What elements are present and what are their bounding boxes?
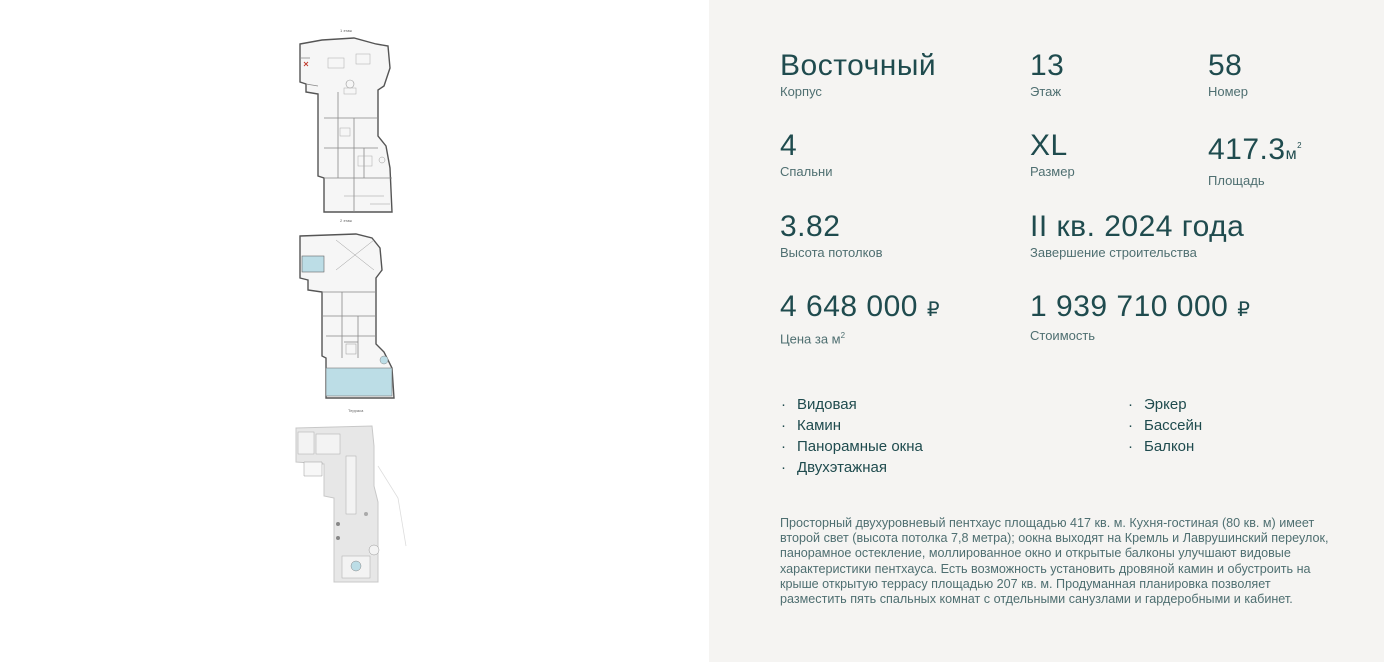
area-value: 417.3 [1208, 133, 1286, 166]
stat-number [1208, 49, 1248, 100]
feature-item: · Панорамные окна [780, 436, 923, 457]
ceiling-value: 3.82 [780, 210, 841, 243]
feature-item: · Двухэтажная [780, 457, 923, 478]
terrace-plan-label: Терраса [348, 408, 364, 413]
stat-completion [1030, 210, 1244, 261]
floor-plan-1[interactable] [294, 28, 398, 216]
stat-price-per-m [780, 290, 940, 347]
terrace-plan-drawing [294, 406, 408, 586]
bedrooms-label: Спальни [780, 164, 833, 179]
floor-plan-1-label: 1 этаж [340, 28, 352, 33]
total-price-label: Стоимость [1030, 328, 1096, 343]
stat-building [780, 49, 936, 100]
area-unit-superscript: 2 [1297, 141, 1303, 150]
floor-plan-2-drawing [298, 218, 398, 400]
area-unit: м [1285, 146, 1298, 163]
size-value: XL [1030, 129, 1068, 162]
feature-item: · Видовая [780, 394, 923, 415]
price-per-m-label: Цена за м [780, 331, 841, 347]
stat-total-price [1030, 290, 1250, 344]
number-label: Номер [1208, 84, 1249, 99]
floor-label: Этаж [1030, 84, 1062, 99]
completion-value: II кв. 2024 года [1030, 210, 1245, 243]
area-label: Площадь [1208, 173, 1265, 188]
floor-plan-2[interactable] [298, 218, 398, 400]
terrace-plan[interactable] [294, 406, 408, 586]
building-label: Корпус [780, 84, 822, 99]
features-list-right [1127, 394, 1202, 457]
features-list-left [780, 394, 923, 478]
stat-floor [1030, 49, 1064, 100]
stat-ceiling [780, 210, 883, 261]
feature-item: · Балкон [1127, 436, 1202, 457]
details-panel [709, 0, 1384, 662]
feature-item: · Бассейн [1127, 415, 1202, 436]
building-value: Восточный [780, 49, 937, 82]
feature-item: · Эркер [1127, 394, 1202, 415]
feature-item: · Камин [780, 415, 923, 436]
price-per-m-value: 4 648 000 [780, 290, 918, 323]
apartment-description: Просторный двухуровневый пентхаус площадью 417 кв. м. Кухня-гостиная (80 кв. м) имеет второй свет (высота потолка 7,8 метра); оокна выходят на Кремль и Лаврушинский переулок, панорамное остекление, моллированное окно и открытые балконы улучшают видовые характеристики пентхауса. Есть возможность установить дровяной камин и обустроить на крыше открытую террасу площадью 207 кв. м. Продуманная планировка позволяет разместить пять спальных комнат с отдельными санузлами и гардеробными и кабинет. [780, 516, 1329, 607]
stat-area [1208, 129, 1302, 189]
price-per-m-line [780, 290, 940, 327]
size-label: Размер [1030, 164, 1075, 179]
floor-plan-1-drawing [294, 28, 398, 216]
ceiling-label: Высота потолков [780, 245, 883, 260]
price-per-m-label-line [780, 328, 940, 347]
floor-value: 13 [1030, 49, 1065, 82]
total-price-line [1030, 290, 1250, 327]
stat-size [1030, 129, 1075, 180]
price-per-m-superscript: 2 [840, 331, 846, 340]
floor-plan-2-label: 2 этаж [340, 218, 352, 223]
stat-bedrooms [780, 129, 832, 180]
price-per-m-currency: ₽ [926, 299, 941, 321]
area-value-line [1208, 129, 1302, 172]
total-price-value: 1 939 710 000 [1030, 290, 1229, 323]
bedrooms-value: 4 [780, 129, 798, 162]
number-value: 58 [1208, 49, 1243, 82]
total-price-currency: ₽ [1237, 299, 1251, 321]
completion-label: Завершение строительства [1030, 245, 1197, 260]
